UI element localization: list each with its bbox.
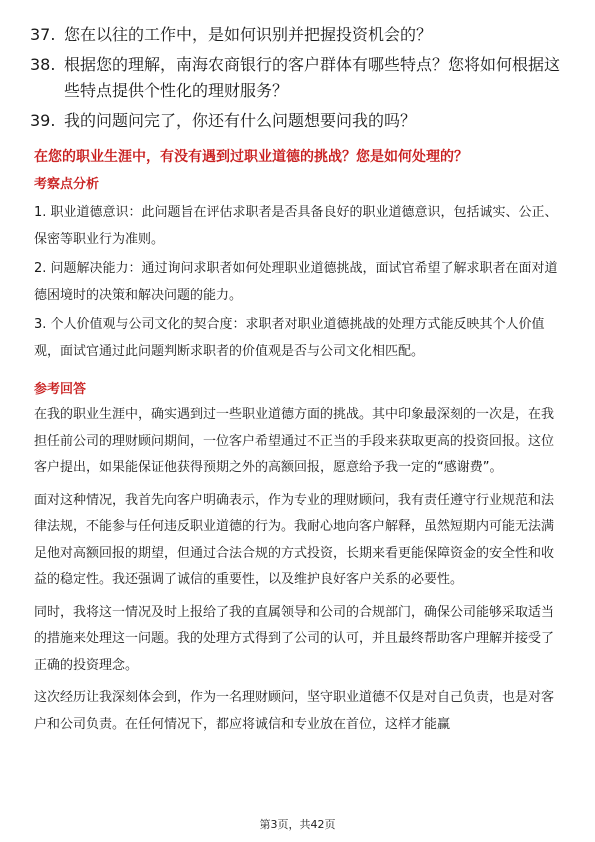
analysis-point: 2. 问题解决能力：通过询问求职者如何处理职业道德挑战，面试官希望了解求职者在面对道德困境时的决策和解决问题的能力。 — [34, 261, 558, 303]
answer-paragraph: 这次经历让我深刻体会到，作为一名理财顾问，坚守职业道德不仅是对自己负责，也是对客户和公司负责。在任何情况下，都应将诚信和专业放在首位，这样才能赢 — [34, 690, 555, 732]
question-number: 39. — [30, 111, 56, 130]
question-item — [30, 52, 570, 104]
question-number: 38. — [30, 55, 56, 74]
question-number: 37. — [30, 25, 56, 44]
answer-paragraph: 同时，我将这一情况及时上报给了我的直属领导和公司的合规部门，确保公司能够采取适当的措施来处理这一问题。我的处理方式得到了公司的认可，并且最终帮助客户理解并接受了正确的投资理念。 — [34, 604, 555, 673]
analysis-point: 1. 职业道德意识：此问题旨在评估求职者是否具备良好的职业道德意识，包括诚实、公正、保密等职业行为准则。 — [34, 205, 558, 247]
question-text: 我的问题问完了，你还有什么问题想要问我的吗？ — [64, 111, 417, 130]
answer-paragraph: 在我的职业生涯中，确实遇到过一些职业道德方面的挑战。其中印象最深刻的一次是，在我担任前公司的理财顾问期间，一位客户希望通过不正当的手段来获取更高的投资回报。这位客户提出，如果能保证他获得预期之外的高额回报，愿意给予我一定的“感谢费”。 — [34, 407, 555, 475]
question-item — [30, 22, 570, 48]
answer-paragraph: 面对这种情况，我首先向客户明确表示，作为专业的理财顾问，我有责任遵守行业规范和法律法规，不能参与任何违反职业道德的行为。我耐心地向客户解释，虽然短期内可能无法满足他对高额回报的期望，但通过合法合规的方式投资，长期来看更能保障资金的安全性和收益的稳定性。我还强调了诚信的重要性，以及维护良好客户关系的必要性。 — [34, 492, 555, 587]
answer-body — [34, 402, 564, 738]
featured-question: 在您的职业生涯中，有没有遇到过职业道德的挑战？您是如何处理的？ — [34, 149, 468, 165]
question-text: 您在以往的工作中，是如何识别并把握投资机会的？ — [64, 25, 433, 44]
question-item — [30, 108, 570, 134]
question-list — [30, 22, 570, 138]
page-footer: 第3页，共42页 — [259, 818, 336, 831]
analysis-points — [34, 199, 564, 365]
answer-heading: 参考回答 — [34, 382, 87, 397]
analysis-point: 3. 个人价值观与公司文化的契合度：求职者对职业道德挑战的处理方式能反映其个人价值观，面试官通过此问题判断求职者的价值观是否与公司文化相匹配。 — [34, 317, 545, 359]
analysis-heading: 考察点分析 — [34, 177, 100, 192]
question-text: 根据您的理解，南海农商银行的客户群体有哪些特点？您将如何根据这些特点提供个性化的理财服务？ — [64, 55, 561, 100]
